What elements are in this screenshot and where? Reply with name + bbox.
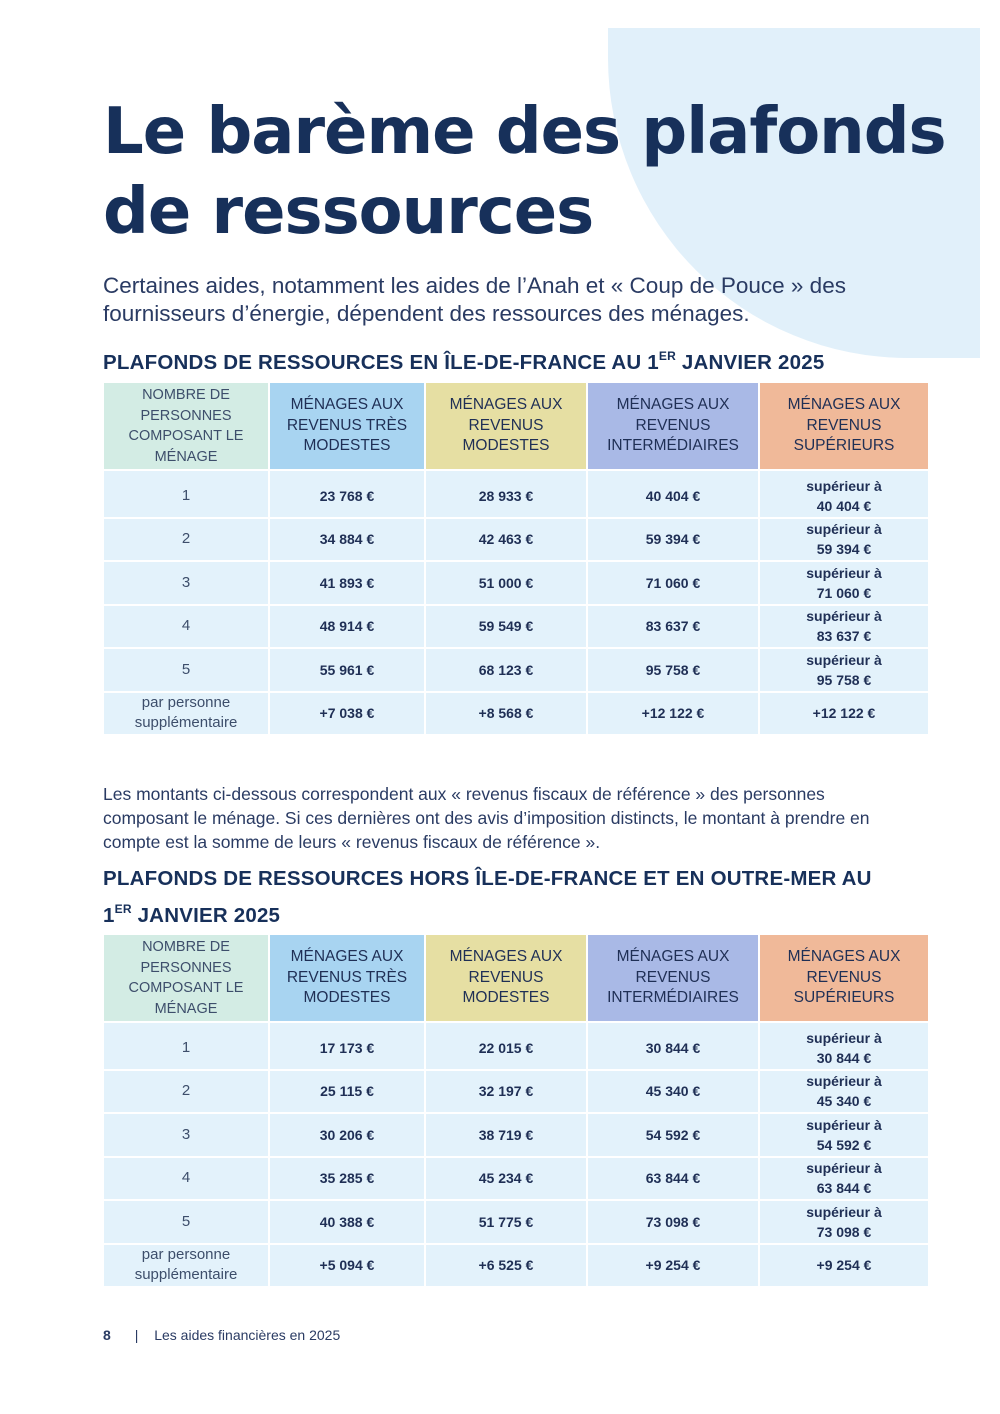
table-row: 5 40 388 € 51 775 € 73 098 € supérieur à 73 098 € (104, 1201, 928, 1243)
header-tres-modestes: MÉNAGES AUX REVENUS TRÈS MODESTES (270, 935, 424, 1021)
header-superieurs: MÉNAGES AUX REVENUS SUPÉRIEURS (760, 935, 928, 1021)
explanation-paragraph: Les montants ci-dessous correspondent aux « revenus fiscaux de référence » des personnes composant le ménage. Si ces dernières ont des avis d’imposition distincts, le montant à prendre en compte est la somme de leurs « revenus fiscaux de référence ». (103, 784, 870, 852)
table-row: 2 25 115 € 32 197 € 45 340 € supérieur à 45 340 € (104, 1071, 928, 1113)
table-idf (102, 381, 930, 736)
header-modestes: MÉNAGES AUX REVENUS MODESTES (426, 383, 586, 469)
table-row: 4 48 914 € 59 549 € 83 637 € supérieur à 83 637 € (104, 606, 928, 648)
section-title-hors-idf: PLAFONDS DE RESSOURCES HORS ÎLE-DE-FRANCE ET EN OUTRE-MER AU 1ER JANVIER 2025 (103, 867, 872, 927)
table-header-row (104, 383, 928, 469)
table-header-row (104, 935, 928, 1021)
table-row: 1 23 768 € 28 933 € 40 404 € supérieur à 40 404 € (104, 471, 928, 517)
page-title: Le barème des plafonds de ressources (103, 95, 946, 249)
table-row: 1 17 173 € 22 015 € 30 844 € supérieur à 30 844 € (104, 1023, 928, 1069)
table-row: 3 30 206 € 38 719 € 54 592 € supérieur à 54 592 € (104, 1114, 928, 1156)
header-intermediaires: MÉNAGES AUX REVENUS INTERMÉDIAIRES (588, 383, 758, 469)
table-row-extra: par personne supplémentaire +7 038 € +8 568 € +12 122 € +12 122 € (104, 693, 928, 735)
footer-text: Les aides financières en 2025 (154, 1327, 341, 1343)
section-title-idf: PLAFONDS DE RESSOURCES EN ÎLE-DE-FRANCE AU 1ER JANVIER 2025 (103, 349, 825, 374)
table-hors-idf (102, 933, 930, 1288)
table-row: 2 34 884 € 42 463 € 59 394 € supérieur à 59 394 € (104, 519, 928, 561)
table-row-extra: par personne supplémentaire +5 094 € +6 525 € +9 254 € +9 254 € (104, 1245, 928, 1287)
intro-text: Certaines aides, notamment les aides de l’Anah et « Coup de Pouce » des fournisseurs d’énergie, dépendent des ressources des ménages. (103, 273, 846, 326)
page-number: 8 (103, 1327, 111, 1343)
header-persons: NOMBRE DE PERSONNES COMPOSANT LE MÉNAGE (104, 935, 268, 1021)
table-row: 4 35 285 € 45 234 € 63 844 € supérieur à 63 844 € (104, 1158, 928, 1200)
header-intermediaires: MÉNAGES AUX REVENUS INTERMÉDIAIRES (588, 935, 758, 1021)
header-tres-modestes: MÉNAGES AUX REVENUS TRÈS MODESTES (270, 383, 424, 469)
header-superieurs: MÉNAGES AUX REVENUS SUPÉRIEURS (760, 383, 928, 469)
footer-separator: | (134, 1327, 139, 1343)
table-row: 3 41 893 € 51 000 € 71 060 € supérieur à 71 060 € (104, 562, 928, 604)
header-modestes: MÉNAGES AUX REVENUS MODESTES (426, 935, 586, 1021)
header-persons: NOMBRE DE PERSONNES COMPOSANT LE MÉNAGE (104, 383, 268, 469)
table-row: 5 55 961 € 68 123 € 95 758 € supérieur à 95 758 € (104, 649, 928, 691)
page-footer (103, 1327, 340, 1343)
